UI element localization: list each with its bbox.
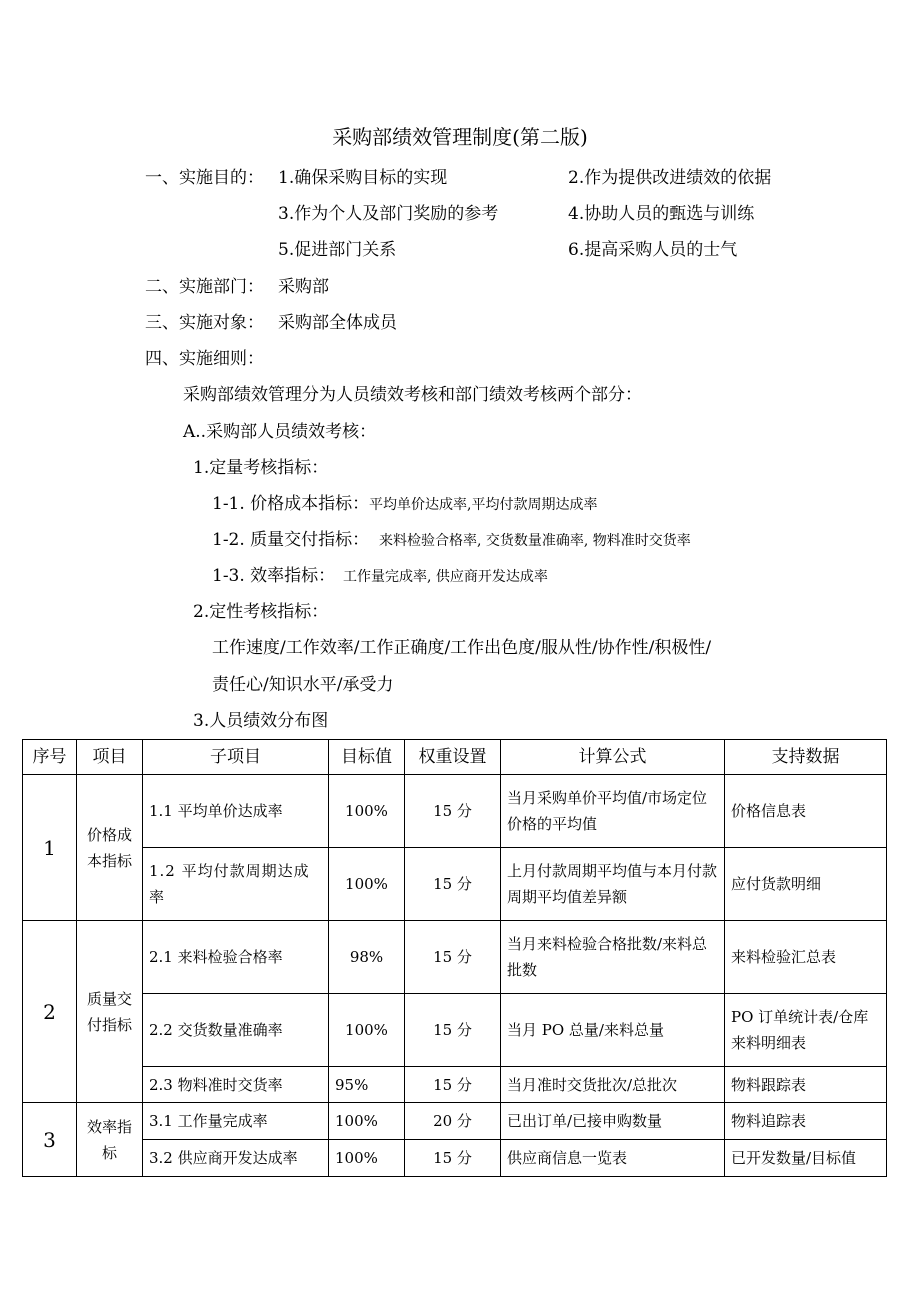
table-row (23, 1140, 887, 1177)
weight-value: 15 分 (405, 994, 501, 1067)
sub-item: 2.3 物料准时交货率 (143, 1067, 329, 1103)
target-value: 98% (329, 921, 405, 994)
formula: 当月来料检验合格批数/来料总批数 (501, 921, 725, 994)
quant-item-detail: 来料检验合格率, 交货数量准确率, 物料准时交货率 (379, 533, 691, 549)
goal-item: 1.确保采购目标的实现 (278, 168, 448, 188)
goal-item: 2.作为提供改进绩效的依据 (568, 168, 772, 188)
target-value: 100% (329, 1103, 405, 1140)
support-data: 物料跟踪表 (725, 1067, 887, 1103)
table-header-row (23, 740, 887, 775)
column-header: 项目 (77, 740, 143, 775)
column-header: 计算公式 (501, 740, 725, 775)
group-item: 价格成本指标 (77, 775, 143, 921)
weight-value: 20 分 (405, 1103, 501, 1140)
column-header: 支持数据 (725, 740, 887, 775)
support-data: 物料追踪表 (725, 1103, 887, 1140)
quant-heading: 1.定量考核指标： (193, 458, 329, 478)
quant-item-detail: 平均单价达成率,平均付款周期达成率 (369, 497, 598, 513)
table-row (23, 775, 887, 848)
group-item: 质量交付指标 (77, 921, 143, 1103)
sub-item: 1.2 平均付款周期达成率 (143, 848, 329, 921)
support-data: PO 订单统计表/仓库来料明细表 (725, 994, 887, 1067)
table-row (23, 1067, 887, 1103)
qual-line: 工作速度/工作效率/工作正确度/工作出色度/服从性/协作性/积极性/ (212, 638, 712, 658)
target-value: 100% (329, 1140, 405, 1177)
sub-item: 2.1 来料检验合格率 (143, 921, 329, 994)
qual-heading: 2.定性考核指标： (193, 602, 329, 622)
target-value: 100% (329, 775, 405, 848)
qual-line: 责任心/知识水平/承受力 (212, 675, 394, 695)
formula: 上月付款周期平均值与本月付款周期平均值差异额 (501, 848, 725, 921)
weight-value: 15 分 (405, 848, 501, 921)
support-data: 来料检验汇总表 (725, 921, 887, 994)
column-header: 权重设置 (405, 740, 501, 775)
section4-intro: 采购部绩效管理分为人员绩效考核和部门绩效考核两个部分： (183, 385, 642, 405)
table-row (23, 994, 887, 1067)
group-number: 3 (23, 1103, 77, 1177)
formula: 供应商信息一览表 (501, 1140, 725, 1177)
page-title: 采购部绩效管理制度(第二版) (332, 125, 588, 149)
formula: 当月准时交货批次/总批次 (501, 1067, 725, 1103)
quant-item-label: 1-1. 价格成本指标： (212, 494, 370, 514)
group-number: 1 (23, 775, 77, 921)
group-item: 效率指标 (77, 1103, 143, 1177)
sub-item: 2.2 交货数量准确率 (143, 994, 329, 1067)
goal-item: 4.协助人员的甄选与训练 (568, 204, 755, 224)
column-header: 子项目 (143, 740, 329, 775)
table-row (23, 848, 887, 921)
section3-value: 采购部全体成员 (278, 313, 397, 333)
support-data: 价格信息表 (725, 775, 887, 848)
target-value: 100% (329, 848, 405, 921)
table-row (23, 1103, 887, 1140)
quant-item-label: 1-3. 效率指标： (212, 566, 336, 586)
goal-item: 5.促进部门关系 (278, 240, 397, 260)
section3-label: 三、实施对象： (145, 313, 264, 333)
support-data: 已开发数量/目标值 (725, 1140, 887, 1177)
section4-label: 四、实施细则： (145, 349, 264, 369)
target-value: 95% (329, 1067, 405, 1103)
column-header: 序号 (23, 740, 77, 775)
weight-value: 15 分 (405, 1140, 501, 1177)
distribution-heading: 3.人员绩效分布图 (193, 711, 329, 731)
support-data: 应付货款明细 (725, 848, 887, 921)
group-number: 2 (23, 921, 77, 1103)
sub-item: 3.2 供应商开发达成率 (143, 1140, 329, 1177)
formula: 当月采购单价平均值/市场定位价格的平均值 (501, 775, 725, 848)
section2-label: 二、实施部门： (145, 277, 264, 297)
quant-item-detail: 工作量完成率, 供应商开发达成率 (343, 569, 548, 585)
column-header: 目标值 (329, 740, 405, 775)
section2-value: 采购部 (278, 277, 329, 297)
goal-item: 3.作为个人及部门奖励的参考 (278, 204, 499, 224)
sub-item: 1.1 平均单价达成率 (143, 775, 329, 848)
quant-item-label: 1-2. 质量交付指标： (212, 530, 370, 550)
weight-value: 15 分 (405, 921, 501, 994)
target-value: 100% (329, 994, 405, 1067)
section1-label: 一、实施目的： (145, 168, 264, 188)
table-row (23, 921, 887, 994)
weight-value: 15 分 (405, 1067, 501, 1103)
formula: 当月 PO 总量/来料总量 (501, 994, 725, 1067)
goal-item: 6.提高采购人员的士气 (568, 240, 738, 260)
part-a-heading: A..采购部人员绩效考核： (183, 422, 377, 442)
performance-table (22, 739, 887, 1177)
weight-value: 15 分 (405, 775, 501, 848)
formula: 已出订单/已接申购数量 (501, 1103, 725, 1140)
sub-item: 3.1 工作量完成率 (143, 1103, 329, 1140)
